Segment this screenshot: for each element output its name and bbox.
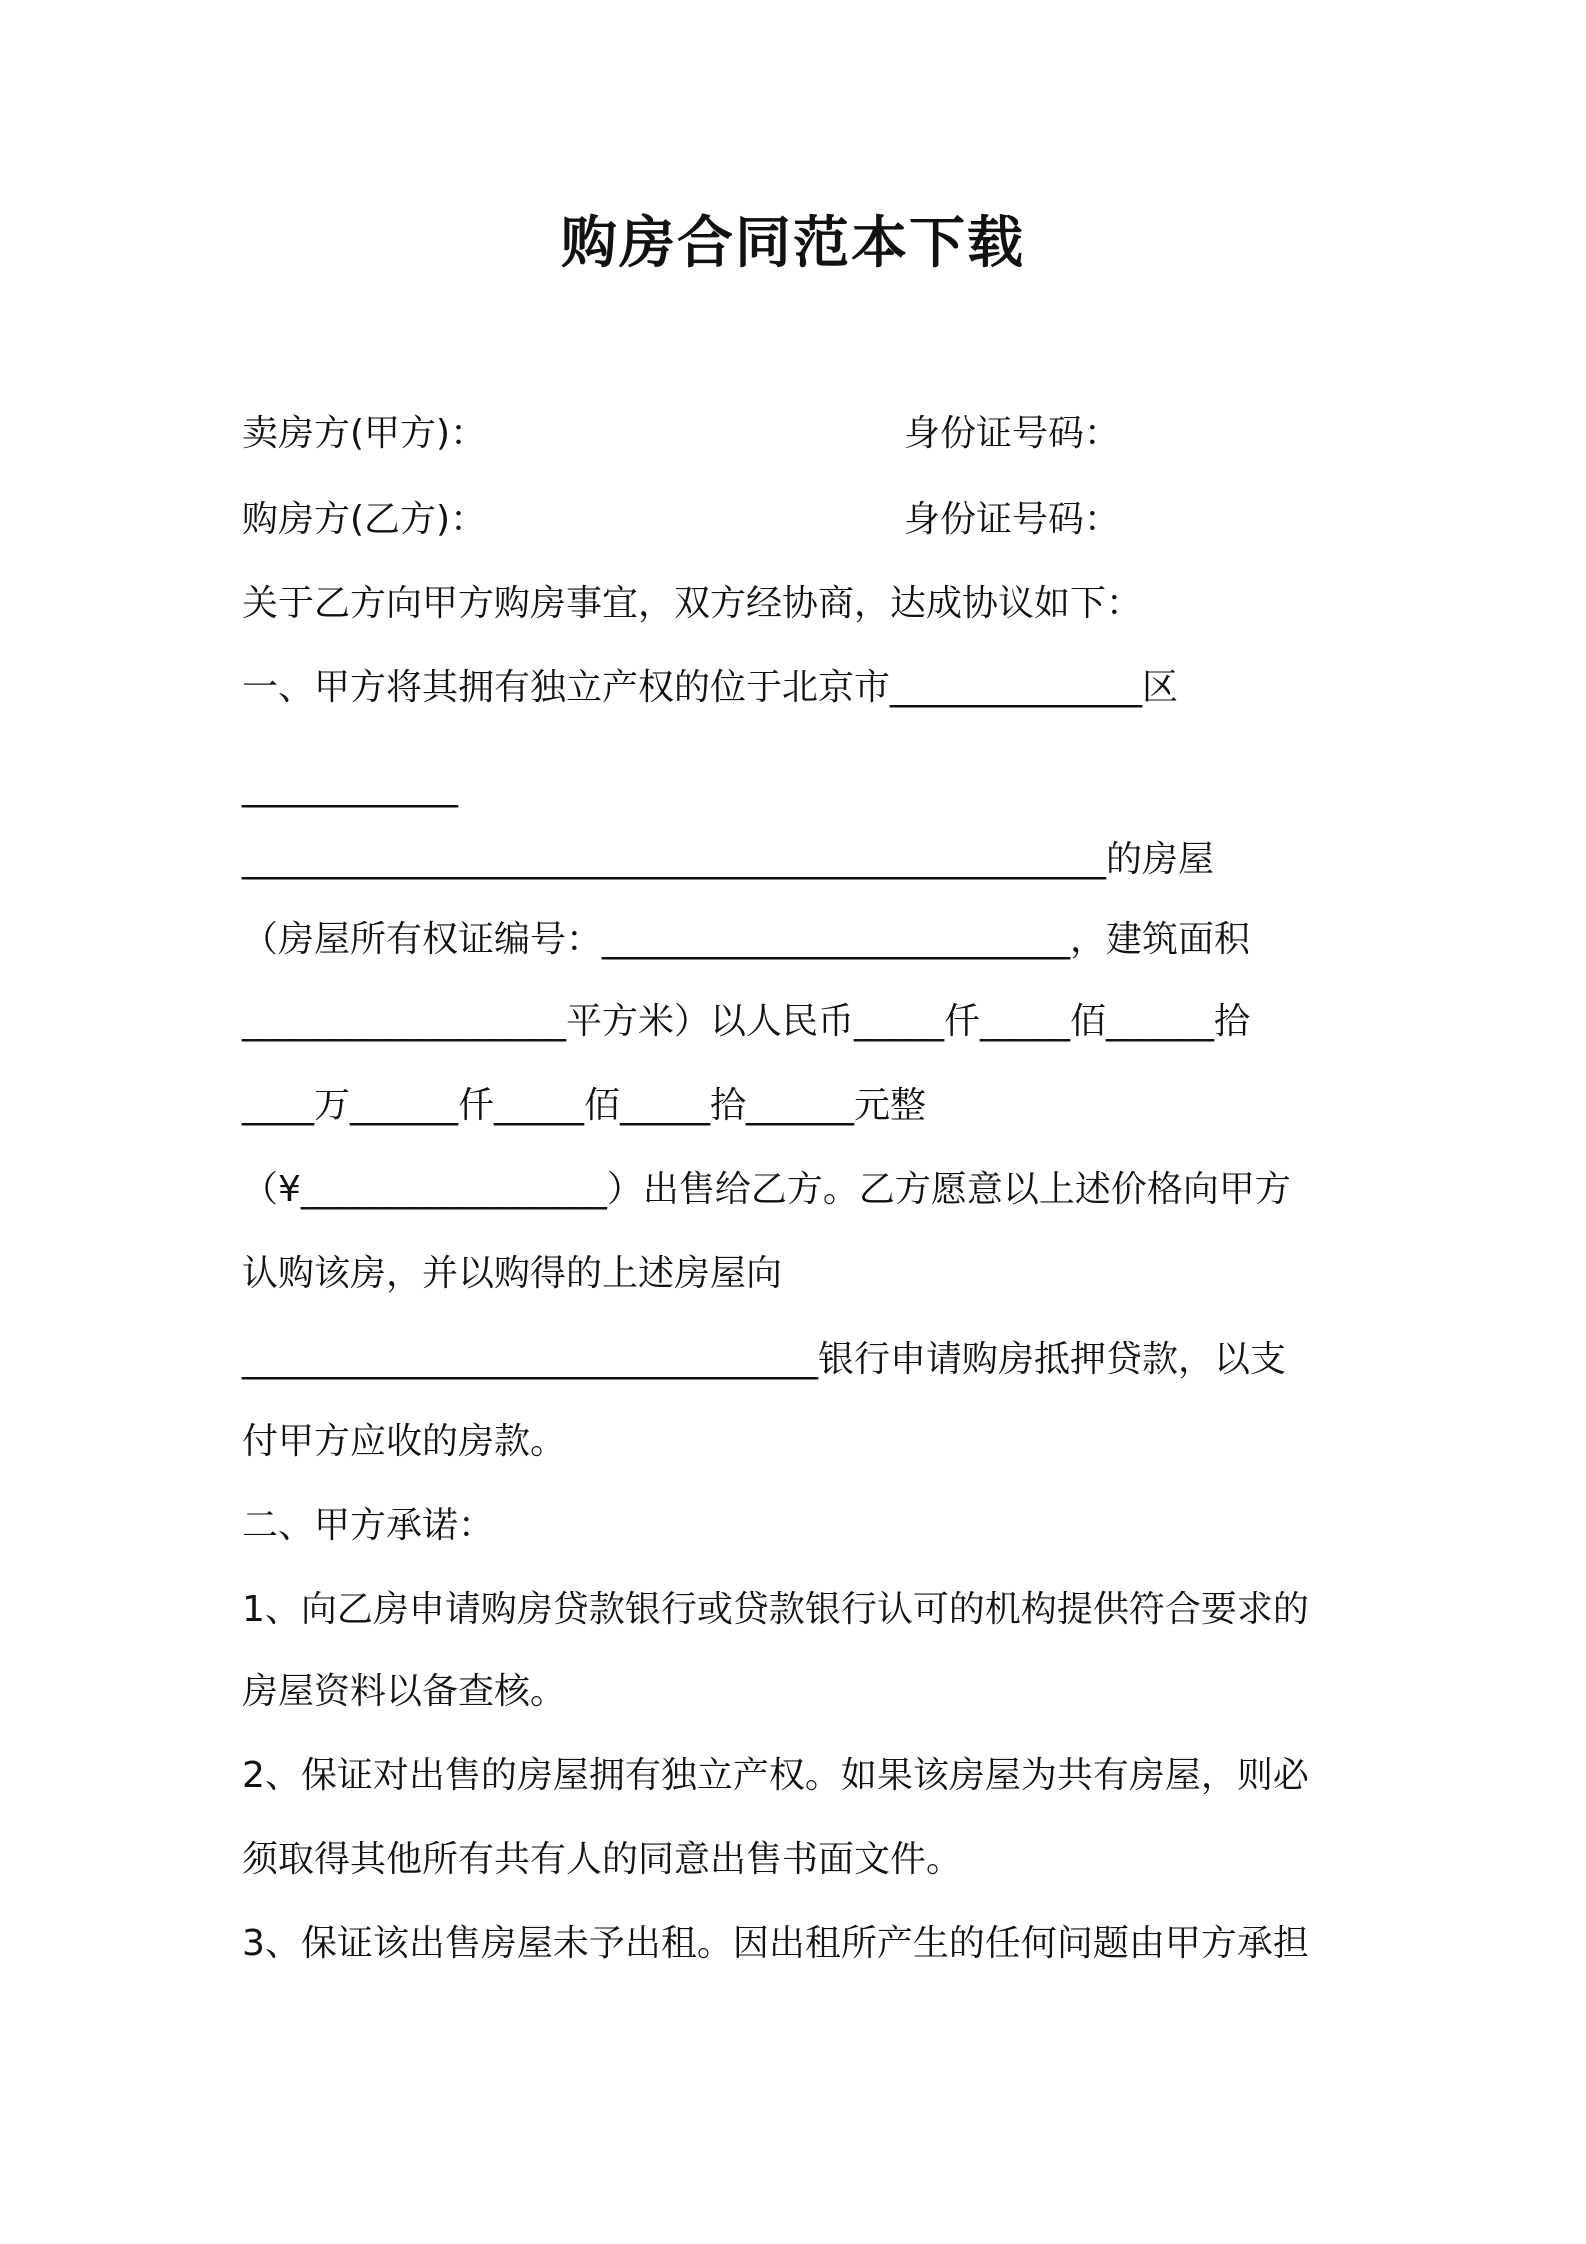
seller-row <box>242 410 1121 458</box>
clause-1-line-4: （房屋所有权证编号：__________________________，建筑面积 <box>242 919 1251 960</box>
seller-label: 卖房方(甲方)： <box>242 413 487 454</box>
buyer-label: 购房方(乙方)： <box>242 499 487 540</box>
clause-2-3-line-1: 3、保证该出售房屋未予出租。因出租所产生的任何问题由甲方承担 <box>242 1923 1309 1964</box>
clause-1-line-6: ____万______仟_____佰_____拾______元整 <box>242 1085 926 1126</box>
clause-1-line-8: 认购该房，并以购得的上述房屋向 <box>242 1253 783 1294</box>
clause-1-line-7: （¥_________________）出售给乙方。乙方愿意以上述价格向甲方 <box>242 1169 1291 1210</box>
clause-2-2-line-1: 2、保证对出售的房屋拥有独立产权。如果该房屋为共有房屋，则必 <box>242 1755 1309 1796</box>
seller-id-label: 身份证号码： <box>904 413 1121 454</box>
clause-1-line-5: __________________平方米）以人民币_____仟_____佰______拾 <box>242 1001 1251 1042</box>
document-title: 购房合同范本下载 <box>561 211 1025 276</box>
clause-1-line-2: ____________ <box>242 767 458 808</box>
clause-1-line-9: ________________________________银行申请购房抵押贷款，以支 <box>242 1339 1287 1380</box>
clause-1-line-3: ________________________________________________的房屋 <box>242 839 1215 880</box>
buyer-id-label: 身份证号码： <box>904 499 1121 540</box>
clause-2-2-line-2: 须取得其他所有共有人的同意出售书面文件。 <box>242 1839 963 1880</box>
clause-1-line-10: 付甲方应收的房款。 <box>242 1421 567 1462</box>
section-2-heading: 二、甲方承诺： <box>242 1505 495 1546</box>
clause-1-line-1: 一、甲方将其拥有独立产权的位于北京市______________区 <box>242 667 1179 708</box>
clause-2-1-line-2: 房屋资料以备查核。 <box>242 1671 567 1712</box>
intro-text: 关于乙方向甲方购房事宜，双方经协商，达成协议如下： <box>242 583 1143 624</box>
buyer-row <box>242 496 1121 544</box>
clause-2-1-line-1: 1、向乙房申请购房贷款银行或贷款银行认可的机构提供符合要求的 <box>242 1589 1309 1630</box>
